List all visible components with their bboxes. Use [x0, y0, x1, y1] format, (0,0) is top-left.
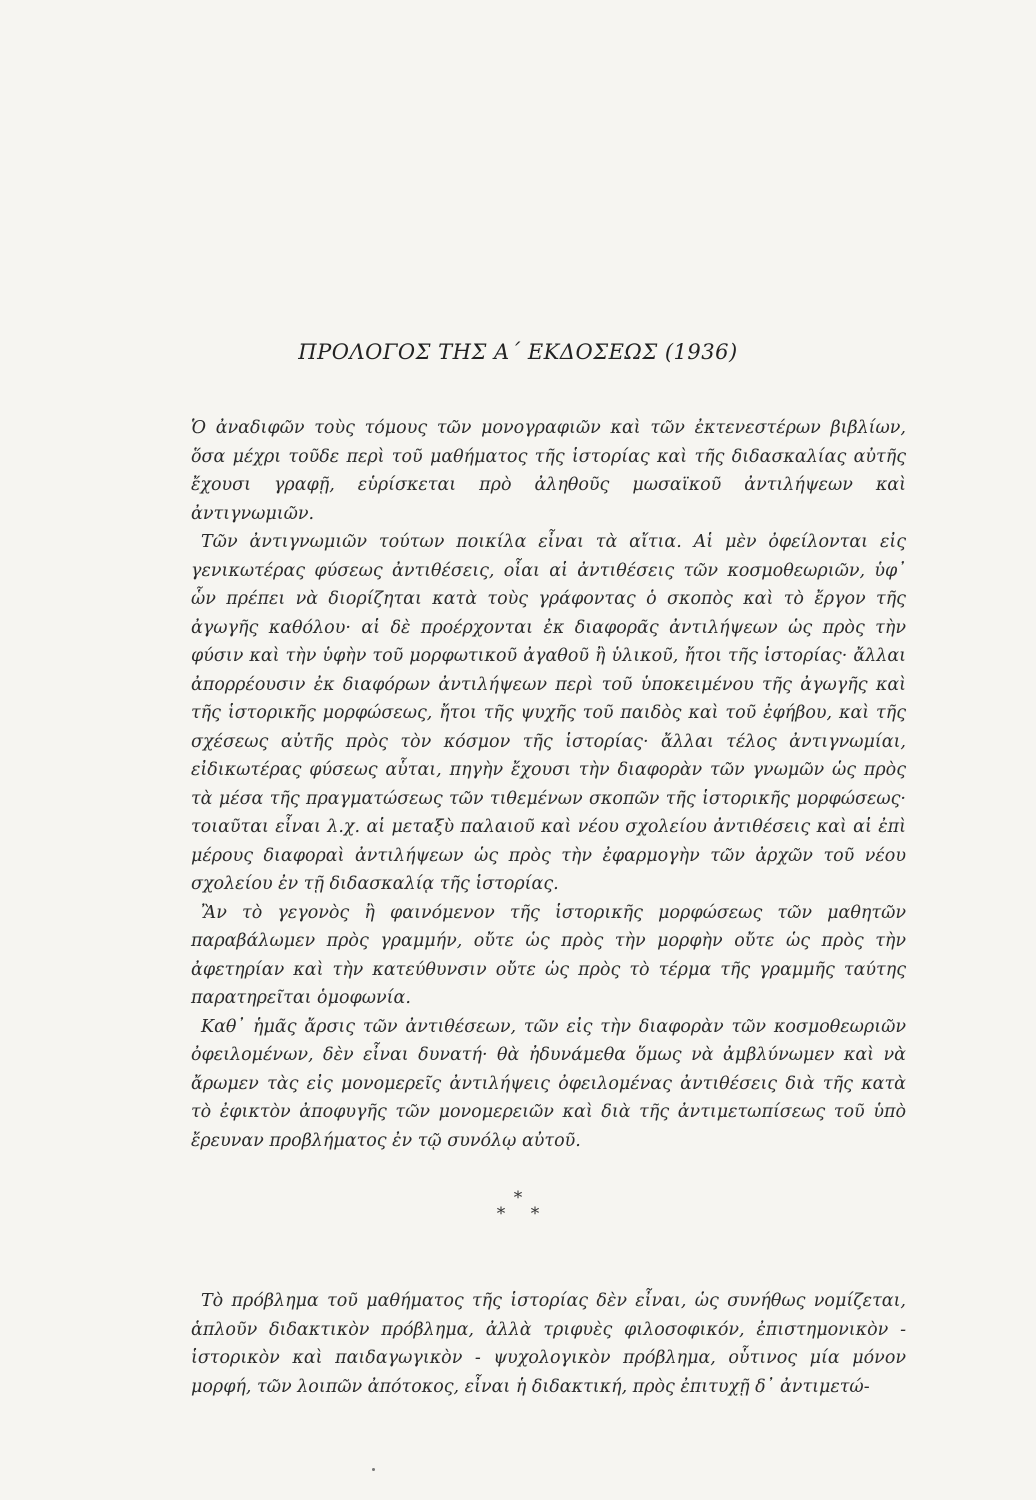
paper-speck: [372, 1468, 375, 1471]
paragraph-4: Καθ᾽ ἡμᾶς ἄρσις τῶν ἀντιθέσεων, τῶν εἰς τὴν διαφορὰν τῶν κοσμοθεωριῶν ὀφειλομένων, δὲν εἶναι δυνατή· θὰ ἠδυνάμεθα ὅμως νὰ ἀμβλύνωμεν καὶ νὰ ἄρωμεν τὰς εἰς μονομερεῖς ἀντιλήψεις ὀφειλομένας ἀντιθέσεις διὰ τῆς κατὰ τὸ ἐφικτὸν ἀποφυγῆς τῶν μονομερειῶν καὶ διὰ τῆς ἀντιμετωπίσεως τοῦ ὑπὸ ἔρευναν προβλήματος ἐν τῷ συνόλῳ αὐτοῦ.: [191, 1016, 906, 1151]
section-separator: [0, 1190, 1036, 1222]
paragraph-continuation: Τὸ πρόβλημα τοῦ μαθήματος τῆς ἱστορίας δὲν εἶναι, ὡς συνήθως νομίζεται, ἁπλοῦν διδακτικὸν πρόβλημα, ἀλλὰ τριφυὲς φιλοσοφικόν, ἐπιστημονικὸν - ἱστορικὸν καὶ παιδαγωγικὸν - ψυχολογικὸν πρόβλημα, οὗτινος μία μόνον μορφή, τῶν λοιπῶν ἀπότοκος, εἶναι ἡ διδακτική, πρὸς ἐπιτυχῇ δ᾽ ἀντιμετώ-: [191, 1291, 906, 1397]
paragraph-2: Τῶν ἀντιγνωμιῶν τούτων ποικίλα εἶναι τὰ αἴτια. Αἱ μὲν ὀφείλονται εἰς γενικωτέρας φύσεως ἀντιθέσεις, οἷαι αἱ ἀντιθέσεις τῶν κοσμοθεωριῶν, ὑφ᾽ ὧν πρέπει νὰ διορίζηται κατὰ τοὺς γράφοντας ὁ σκοπὸς καὶ τὸ ἔργον τῆς ἀγωγῆς καθόλου· αἱ δὲ προέρχονται ἐκ διαφορᾶς ἀντιλήψεων ὡς πρὸς τὴν φύσιν καὶ τὴν ὑφὴν τοῦ μορφωτικοῦ ἀγαθοῦ ἢ ὑλικοῦ, ἤτοι τῆς ἱστορίας· ἄλλαι ἀπορρέουσιν ἐκ διαφόρων ἀντιλήψεων περὶ τοῦ ὑποκειμένου τῆς ἀγωγῆς καὶ τῆς ἱστορικῆς μορφώσεως, ἤτοι τῆς ψυχῆς τοῦ παιδὸς καὶ τοῦ ἐφήβου, καὶ τῆς σχέσεως αὐτῆς πρὸς τὸν κόσμον τῆς ἱστορίας· ἄλλαι τέλος ἀντιγνωμίαι, εἰδικωτέρας φύσεως αὗται, πηγὴν ἔχουσι τὴν διαφορὰν τῶν γνωμῶν ὡς πρὸς τὰ μέσα τῆς πραγματώσεως τῶν τιθεμένων σκοπῶν τῆς ἱστορικῆς μορφώσεως· τοιαῦται εἶναι λ.χ. αἱ μεταξὺ παλαιοῦ καὶ νέου σχολείου ἀντιθέσεις καὶ αἱ ἐπὶ μέρους διαφοραὶ ἀντιλήψεων ὡς πρὸς τὴν ἐφαρμογὴν τῶν ἀρχῶν τοῦ νέου σχολείου ἐν τῇ διδασκαλίᾳ τῆς ἱστορίας.: [191, 532, 906, 894]
separator-stars-bottom: * *: [496, 1204, 550, 1224]
separator-star-top: *: [513, 1188, 523, 1208]
page-title: ΠΡΟΛΟΓΟΣ ΤΗΣ Α΄ ΕΚΔΟΣΕΩΣ (1936): [298, 340, 738, 364]
preface-body: [191, 414, 906, 1155]
continuation-body: [191, 1287, 906, 1401]
paragraph-1: Ὁ ἀναδιφῶν τοὺς τόμους τῶν μονογραφιῶν καὶ τῶν ἐκτενεστέρων βιβλίων, ὅσα μέχρι τοῦδε περὶ τοῦ μαθήματος τῆς ἱστορίας καὶ τῆς διδασκαλίας αὐτῆς ἔχουσι γραφῇ, εὑρίσκεται πρὸ ἀληθοῦς μωσαϊκοῦ ἀντιλήψεων καὶ ἀντιγνωμιῶν.: [191, 418, 906, 524]
paragraph-3: Ἂν τὸ γεγονὸς ἢ φαινόμενον τῆς ἱστορικῆς μορφώσεως τῶν μαθητῶν παραβάλωμεν πρὸς γραμμήν, οὔτε ὡς πρὸς τὴν μορφὴν οὔτε ὡς πρὸς τὴν ἀφετηρίαν καὶ τὴν κατεύθυνσιν οὔτε ὡς πρὸς τὸ τέρμα τῆς γραμμῆς ταύτης παρατηρεῖται ὁμοφωνία.: [191, 902, 906, 1008]
